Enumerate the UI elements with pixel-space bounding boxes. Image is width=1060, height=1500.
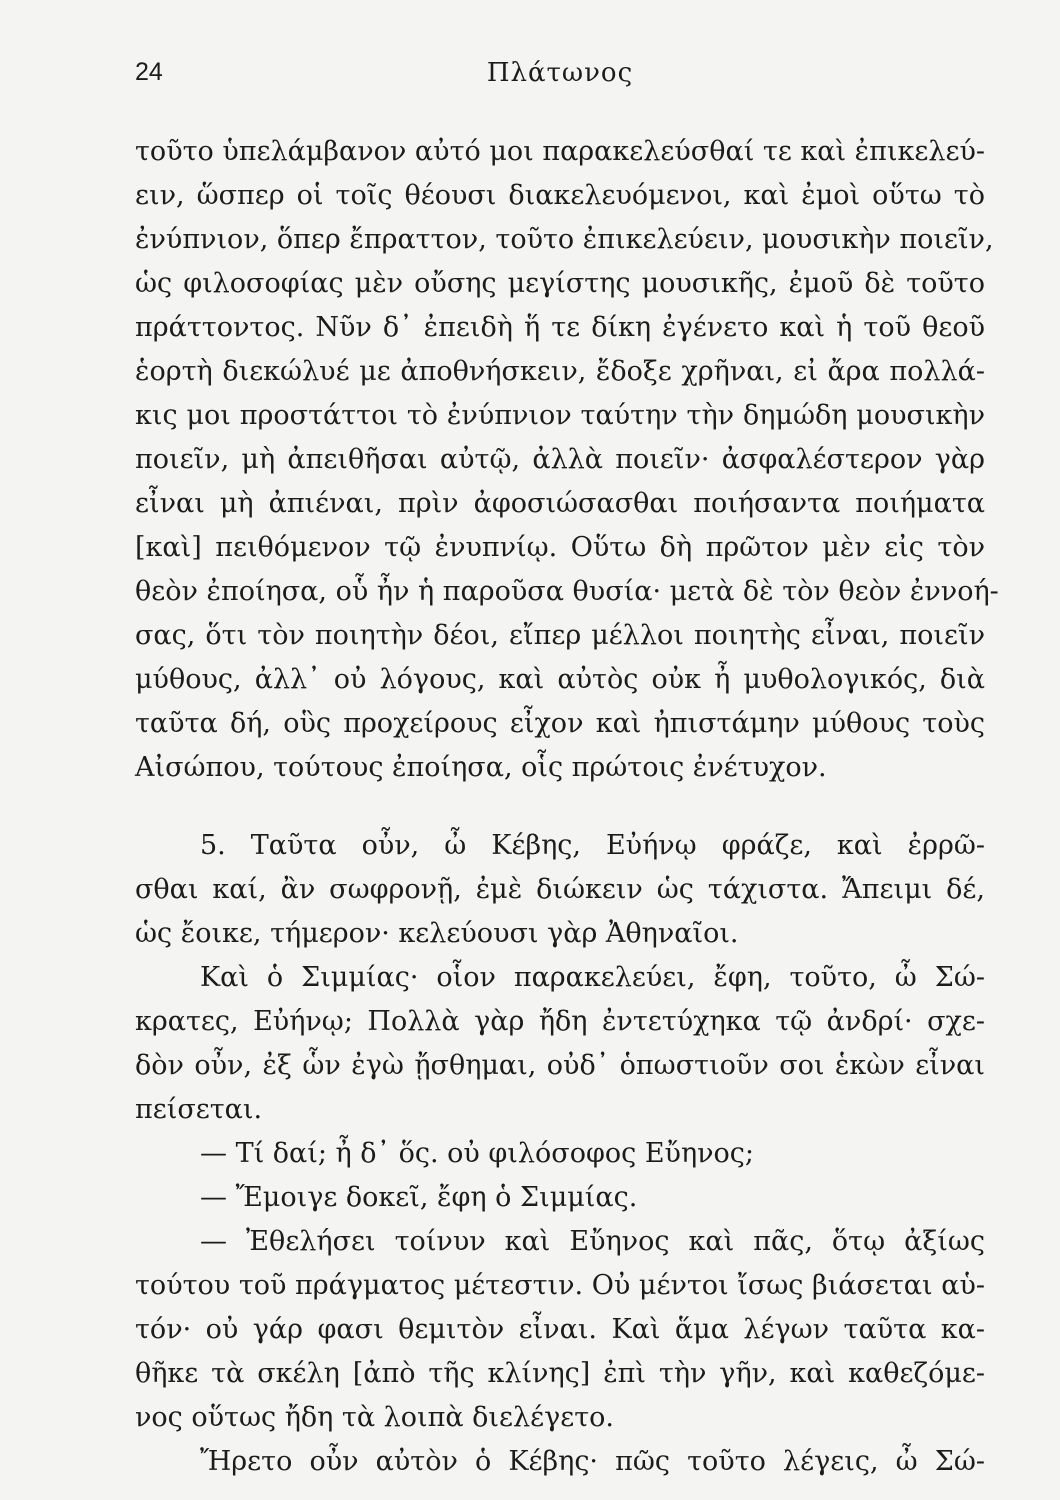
dialogue-line: — Ἔμοιγε δοκεῖ, ἔφη ὁ Σιμμίας. (200, 1182, 638, 1213)
text-line: τόν· οὐ γάρ φασι θεμιτὸν εἶναι. Καὶ ἅμα λέγων ταῦτα κα- (135, 1314, 985, 1345)
text-line: ὡς φιλοσοφίας μὲν οὔσης μεγίστης μουσικῆς, ἐμοῦ δὲ τοῦτο (135, 268, 985, 299)
text-line: δὸν οὖν, ἐξ ὧν ἐγὼ ᾔσθημαι, οὐδ᾽ ὁπωστιοῦν σοι ἑκὼν εἶναι (135, 1050, 985, 1081)
page-number: 24 (135, 58, 163, 86)
section-number-line: 5. Ταῦτα οὖν, ὦ Κέβης, Εὐήνῳ φράζε, καὶ ἐρρῶ- (200, 830, 985, 861)
text-line: [καὶ] πειθόμενον τῷ ἐνυπνίῳ. Οὕτω δὴ πρῶτον μὲν εἰς τὸν (135, 532, 985, 563)
text-line: σθαι καί, ἂν σωφρονῇ, ἐμὲ διώκειν ὡς τάχιστα. Ἄπειμι δέ, (135, 874, 985, 905)
text-line: νος οὕτως ἤδη τὰ λοιπὰ διελέγετο. (135, 1402, 614, 1433)
text-line: Ἤρετο οὖν αὐτὸν ὁ Κέβης· πῶς τοῦτο λέγεις, ὦ Σώ- (200, 1446, 985, 1477)
text-line: θεὸν ἐποίησα, οὗ ἦν ἡ παροῦσα θυσία· μετὰ δὲ τὸν θεὸν ἐννοή- (135, 576, 999, 607)
text-line: ποιεῖν, μὴ ἀπειθῆσαι αὐτῷ, ἀλλὰ ποιεῖν· ἀσφαλέστερον γὰρ (135, 444, 985, 475)
text-line: ἐνύπνιον, ὅπερ ἔπραττον, τοῦτο ἐπικελεύειν, μουσικὴν ποιεῖν, (135, 224, 994, 255)
text-line: πράττοντος. Νῦν δ᾽ ἐπειδὴ ἥ τε δίκη ἐγένετο καὶ ἡ τοῦ θεοῦ (135, 312, 985, 343)
dialogue-line: — Τί δαί; ἦ δ᾽ ὅς. οὐ φιλόσοφος Εὔηνος; (200, 1138, 755, 1169)
body-text (135, 130, 999, 1484)
text-line: ειν, ὥσπερ οἱ τοῖς θέουσι διακελευόμενοι, καὶ ἐμοὶ οὕτω τὸ (135, 180, 985, 211)
text-line: κρατες, Εὐήνῳ; Πολλὰ γὰρ ἤδη ἐντετύχηκα τῷ ἀνδρί· σχε- (135, 1006, 985, 1037)
dialogue-line: — Ἐθελήσει τοίνυν καὶ Εὔηνος καὶ πᾶς, ὅτῳ ἀξίως (200, 1226, 985, 1257)
text-line: κις μοι προστάττοι τὸ ἐνύπνιον ταύτην τὴν δημώδη μουσικὴν (135, 400, 985, 431)
text-line: ταῦτα δή, οὓς προχείρους εἶχον καὶ ἠπιστάμην μύθους τοὺς (135, 708, 985, 739)
text-line: ὡς ἔοικε, τήμερον· κελεύουσι γὰρ Ἀθηναῖοι. (135, 918, 739, 949)
section-gap (135, 790, 985, 824)
text-line: εἶναι μὴ ἀπιέναι, πρὶν ἀφοσιώσασθαι ποιήσαντα ποιήματα (135, 488, 985, 519)
text-line: Καὶ ὁ Σιμμίας· οἷον παρακελεύει, ἔφη, τοῦτο, ὦ Σώ- (200, 962, 985, 993)
text-line: μύθους, ἀλλ᾽ οὐ λόγους, καὶ αὐτὸς οὐκ ἦ μυθολογικός, διὰ (135, 664, 985, 695)
page-header (135, 58, 985, 98)
text-line: τοῦτο ὑπελάμβανον αὐτό μοι παρακελεύσθαί τε καὶ ἐπικελεύ- (135, 136, 985, 167)
text-line: Αἰσώπου, τούτους ἐποίησα, οἷς πρώτοις ἐνέτυχον. (135, 752, 827, 783)
text-line: τούτου τοῦ πράγματος μέτεστιν. Οὐ μέντοι ἴσως βιάσεται αὑ- (135, 1270, 985, 1301)
text-line: ἑορτὴ διεκώλυέ με ἀποθνήσκειν, ἔδοξε χρῆναι, εἰ ἄρα πολλά- (135, 356, 985, 387)
text-line: πείσεται. (135, 1094, 263, 1125)
text-line: θῆκε τὰ σκέλη [ἀπὸ τῆς κλίνης] ἐπὶ τὴν γῆν, καὶ καθεζόμε- (135, 1358, 985, 1389)
running-title: Πλάτωνος (486, 58, 634, 88)
text-line: σας, ὅτι τὸν ποιητὴν δέοι, εἴπερ μέλλοι ποιητὴς εἶναι, ποιεῖν (135, 620, 985, 651)
